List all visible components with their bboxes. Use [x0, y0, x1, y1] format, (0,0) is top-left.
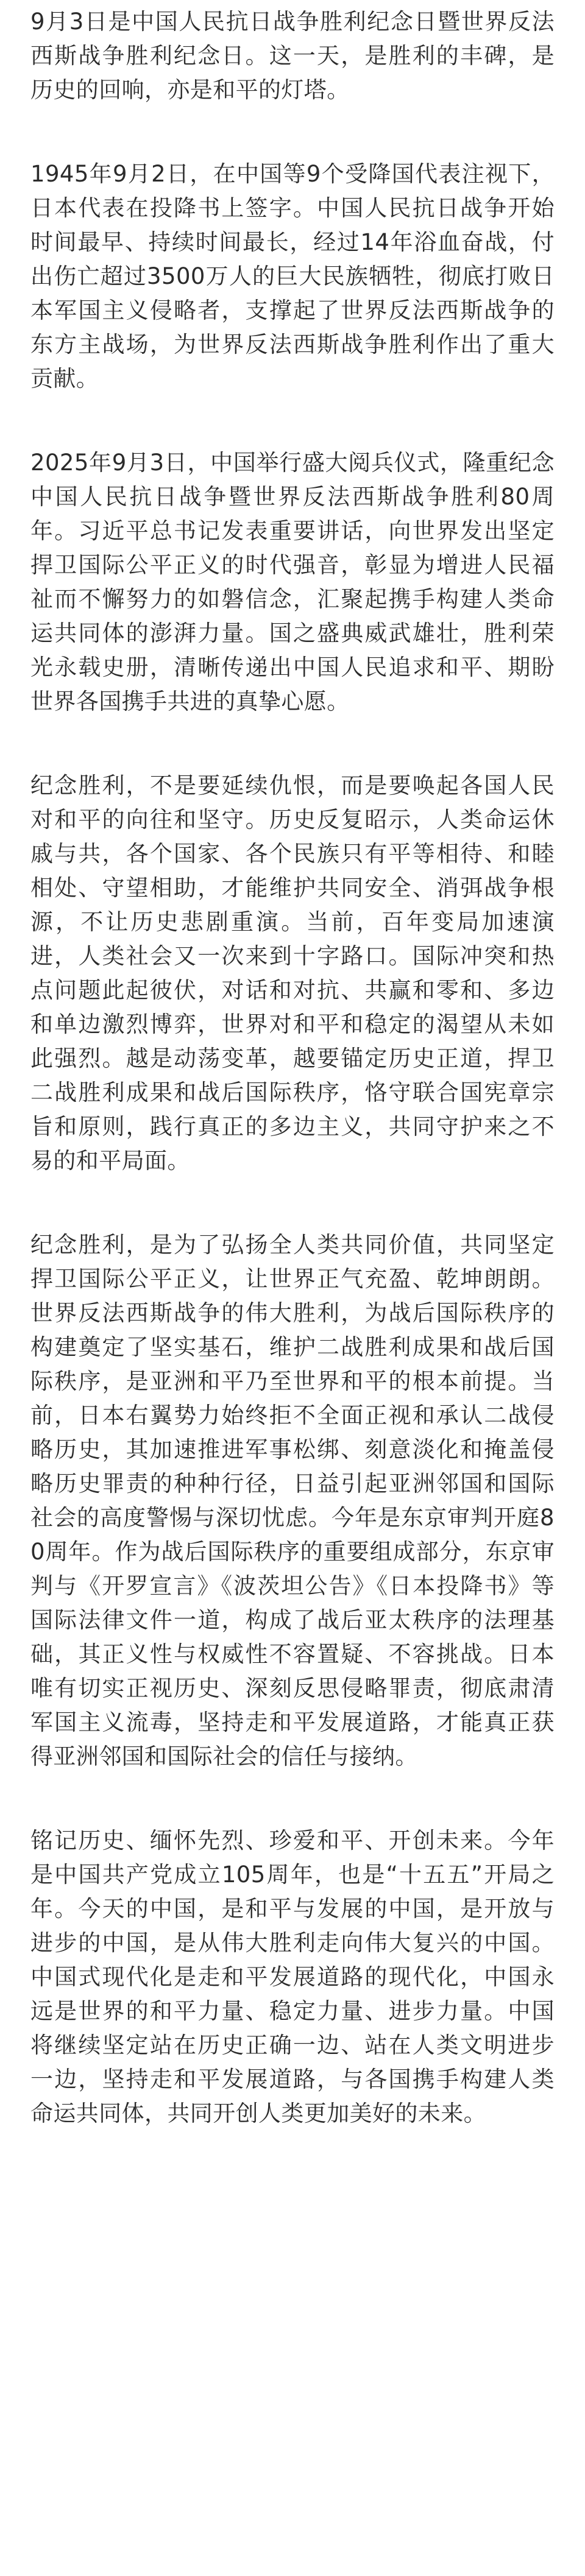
article-body — [30, 5, 555, 2131]
paragraph-1: 9月3日是中国人民抗日战争胜利纪念日暨世界反法西斯战争胜利纪念日。这一天，是胜利的丰碑，是历史的回响，亦是和平的灯塔。 — [30, 9, 555, 103]
paragraph-5: 纪念胜利，是为了弘扬全人类共同价值，共同坚定捍卫国际公平正义，让世界正气充盈、乾坤朗朗。世界反法西斯战争的伟大胜利，为战后国际秩序的构建奠定了坚实基石，维护二战胜利成果和战后国际秩序，是亚洲和平乃至世界和平的根本前提。当前，日本右翼势力始终拒不全面正视和承认二战侵略历史，其加速推进军事松绑、刻意淡化和掩盖侵略历史罪责的种种行径，日益引起亚洲邻国和国际社会的高度警惕与深切忧虑。今年是东京审判开庭80周年。作为战后国际秩序的重要组成部分，东京审判与《开罗宣言》《波茨坦公告》《日本投降书》等国际法律文件一道，构成了战后亚太秩序的法理基础，其正义性与权威性不容置疑、不容挑战。日本唯有切实正视历史、深刻反思侵略罪责，彻底肃清军国主义流毒，坚持走和平发展道路，才能真正获得亚洲邻国和国际社会的信任与接纳。 — [30, 1232, 555, 1770]
paragraph-3: 2025年9月3日，中国举行盛大阅兵仪式，隆重纪念中国人民抗日战争暨世界反法西斯战争胜利80周年。习近平总书记发表重要讲话，向世界发出坚定捍卫国际公平正义的时代强音，彰显为增进人民福祉而不懈努力的如磐信念，汇聚起携手构建人类命运共同体的澎湃力量。国之盛典威武雄壮，胜利荣光永载史册，清晰传递出中国人民追求和平、期盼世界各国携手共进的真挚心愿。 — [30, 450, 555, 715]
paragraph-6: 铭记历史、缅怀先烈、珍爱和平、开创未来。今年是中国共产党成立105周年，也是“十五五”开局之年。今天的中国，是和平与发展的中国，是开放与进步的中国，是从伟大胜利走向伟大复兴的中国。中国式现代化是走和平发展道路的现代化，中国永远是世界的和平力量、稳定力量、进步力量。中国将继续坚定站在历史正确一边、站在人类文明进步一边，坚持走和平发展道路，与各国携手构建人类命运共同体，共同开创人类更加美好的未来。 — [30, 1827, 555, 2126]
paragraph-4: 纪念胜利，不是要延续仇恨，而是要唤起各国人民对和平的向往和坚守。历史反复昭示，人类命运休戚与共，各个国家、各个民族只有平等相待、和睦相处、守望相助，才能维护共同安全、消弭战争根源，不让历史悲剧重演。当前，百年变局加速演进，人类社会又一次来到十字路口。国际冲突和热点问题此起彼伏，对话和对抗、共赢和零和、多边和单边激烈博弈，世界对和平和稳定的渴望从未如此强烈。越是动荡变革，越要锚定历史正道，捍卫二战胜利成果和战后国际秩序，恪守联合国宪章宗旨和原则，践行真正的多边主义，共同守护来之不易的和平局面。 — [30, 772, 555, 1174]
paragraph-2: 1945年9月2日，在中国等9个受降国代表注视下，日本代表在投降书上签字。中国人民抗日战争开始时间最早、持续时间最长，经过14年浴血奋战，付出伤亡超过3500万人的巨大民族牺牲，彻底打败日本军国主义侵略者，支撑起了世界反法西斯战争的东方主战场，为世界反法西斯战争胜利作出了重大贡献。 — [30, 161, 555, 392]
